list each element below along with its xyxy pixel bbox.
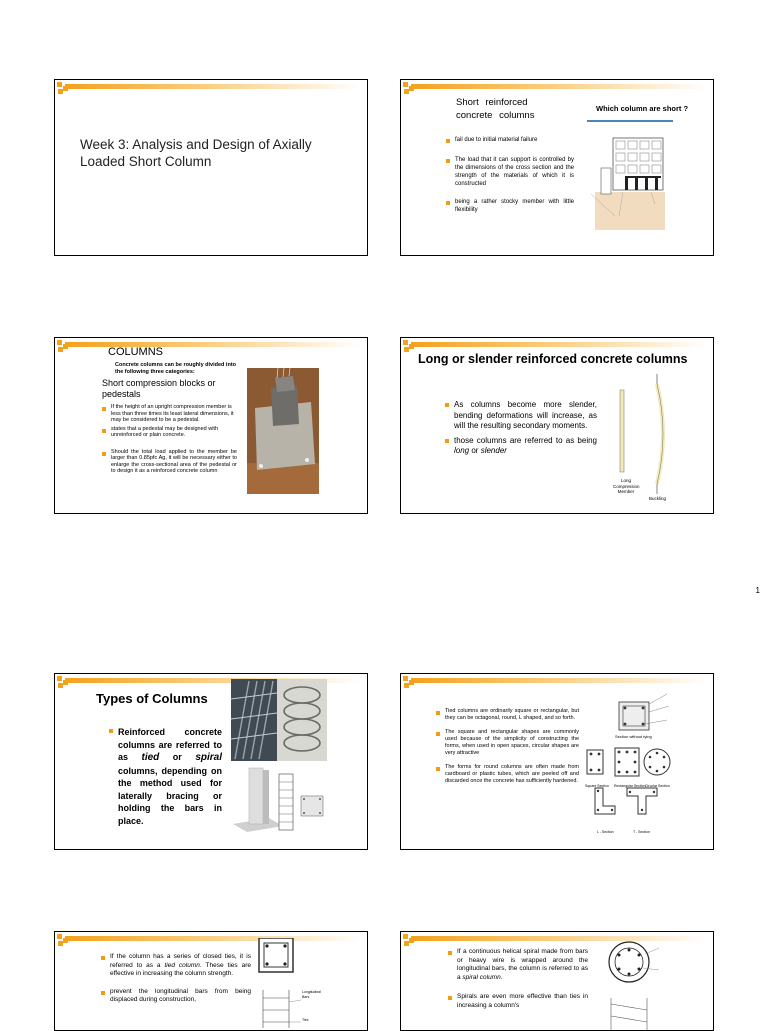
slide-1 bbox=[54, 79, 368, 256]
figure-label: T - Section bbox=[633, 830, 650, 834]
rebar-photo-1 bbox=[231, 679, 277, 761]
bullet-item: The square and rectangular shapes are commonly used because of the simplicity of constructing the forms, when used in open spaces, circular shapes are very attractive bbox=[436, 729, 579, 757]
bullet-item: Tied columns are ordinarily square or rectangular, but they can be octagonal, round, L shaped, and so forth. bbox=[436, 708, 579, 722]
rebar-photo-2 bbox=[277, 679, 327, 761]
figure-title-rule bbox=[587, 120, 673, 122]
slide-accent bbox=[55, 80, 367, 92]
figure-label: Circular Section bbox=[645, 784, 670, 788]
bullet-list bbox=[446, 136, 574, 214]
figure-label: Square Section bbox=[585, 784, 609, 788]
slide-4 bbox=[400, 337, 714, 514]
bullet-item: If the height of an upright compression member is less than three times its least lateral dimensions, it may be considered to be a pedestal. bbox=[102, 404, 237, 424]
bullet-item: fail due to initial material failure bbox=[446, 136, 574, 144]
bullet-item: prevent the longitudinal bars from being displaced during construction, bbox=[101, 988, 251, 1005]
figure-label: L - Section bbox=[597, 830, 614, 834]
bullet-item: Should the total load applied to the member be larger than 0.85pfc Ag, it will be necessary either to enlarge the cross-sectional area of the pedestal or to design it as a reinforced concrete column bbox=[102, 449, 237, 475]
figure-label: Ties bbox=[302, 1018, 309, 1022]
bullet-item: If a continuous helical spiral made from bars or heavy wire is wrapped around the longitudinal bars, the column is referred to as a spiral column. bbox=[448, 948, 588, 982]
slide-6 bbox=[400, 673, 714, 850]
slide-title: Long or slender reinforced concrete columns bbox=[418, 352, 688, 366]
tied-column-section-figure bbox=[595, 690, 685, 740]
bullet-list bbox=[109, 726, 222, 827]
slide-title: COLUMNS bbox=[108, 346, 164, 358]
figure-label: Rectangular Section bbox=[614, 784, 646, 788]
bullet-item: states that a pedestal may be designed with unreinforced or plain concrete. bbox=[102, 426, 237, 439]
figure-label: Long Compression Member bbox=[613, 478, 640, 494]
slide-title: Types of Columns bbox=[96, 691, 208, 706]
slide-accent bbox=[401, 80, 713, 92]
column-render-figure bbox=[229, 766, 329, 844]
spiral-column-figure bbox=[605, 940, 665, 1030]
bullet-item: Reinforced concrete columns are referred to as tied or spiral columns, depending on the method used for laterally bracing or holding the bars in place. bbox=[109, 726, 222, 827]
bullet-item: As columns become more slender, bending deformations will increase, as will the resulting secondary moments. bbox=[445, 400, 597, 432]
building-columns-figure bbox=[589, 132, 669, 232]
slide-2 bbox=[400, 79, 714, 256]
slide-7 bbox=[54, 931, 368, 1031]
slide-title: Week 3: Analysis and Design of Axially Loaded Short Column bbox=[80, 137, 312, 169]
bullet-item: being a rather stocky member with little flexibility bbox=[446, 198, 574, 214]
slide-accent bbox=[55, 338, 367, 350]
slide-title: Short reinforced concrete columns bbox=[456, 97, 535, 121]
slide-accent bbox=[401, 674, 713, 686]
slide-accent bbox=[401, 932, 713, 944]
bullet-list bbox=[448, 948, 588, 1010]
figure-label: Buckling bbox=[649, 496, 667, 501]
figure-label: Longitudinal Bars bbox=[302, 990, 321, 999]
page-number: 1 bbox=[755, 586, 760, 595]
slide-8 bbox=[400, 931, 714, 1031]
bullet-list bbox=[445, 400, 597, 457]
figure-title: Which column are short ? bbox=[596, 104, 689, 113]
figure-label: Section without tying bbox=[615, 734, 652, 739]
bullet-item: The forms for round columns are often made from cardboard or plastic tubes, which are peeled off and discarded once the concrete has sufficiently hardened. bbox=[436, 764, 579, 785]
tied-column-figure bbox=[255, 938, 325, 1028]
bullet-item: Spirals are even more effective than ties in increasing a column's bbox=[448, 993, 588, 1010]
bullet-item: those columns are referred to as being long or slender bbox=[445, 436, 597, 457]
slide-intro: Concrete columns can be roughly divided into the following three categories: bbox=[115, 362, 237, 375]
bullet-list bbox=[101, 953, 251, 1005]
bullet-list bbox=[436, 708, 579, 785]
pedestal-photo bbox=[247, 368, 319, 494]
slide-3 bbox=[54, 337, 368, 514]
bullet-list bbox=[102, 404, 237, 475]
slide-5 bbox=[54, 673, 368, 850]
slide-accent bbox=[401, 338, 713, 350]
bullet-item: If the column has a series of closed ties, it is referred to as a tied column. These ties are effective in increasing the column strength. bbox=[101, 953, 251, 979]
bullet-item: The load that it can support is controlled by the dimensions of the cross section and the strength of the materials of which it is constructed bbox=[446, 156, 574, 188]
slide-subtitle: Short compression blocks or pedestals bbox=[102, 378, 216, 399]
